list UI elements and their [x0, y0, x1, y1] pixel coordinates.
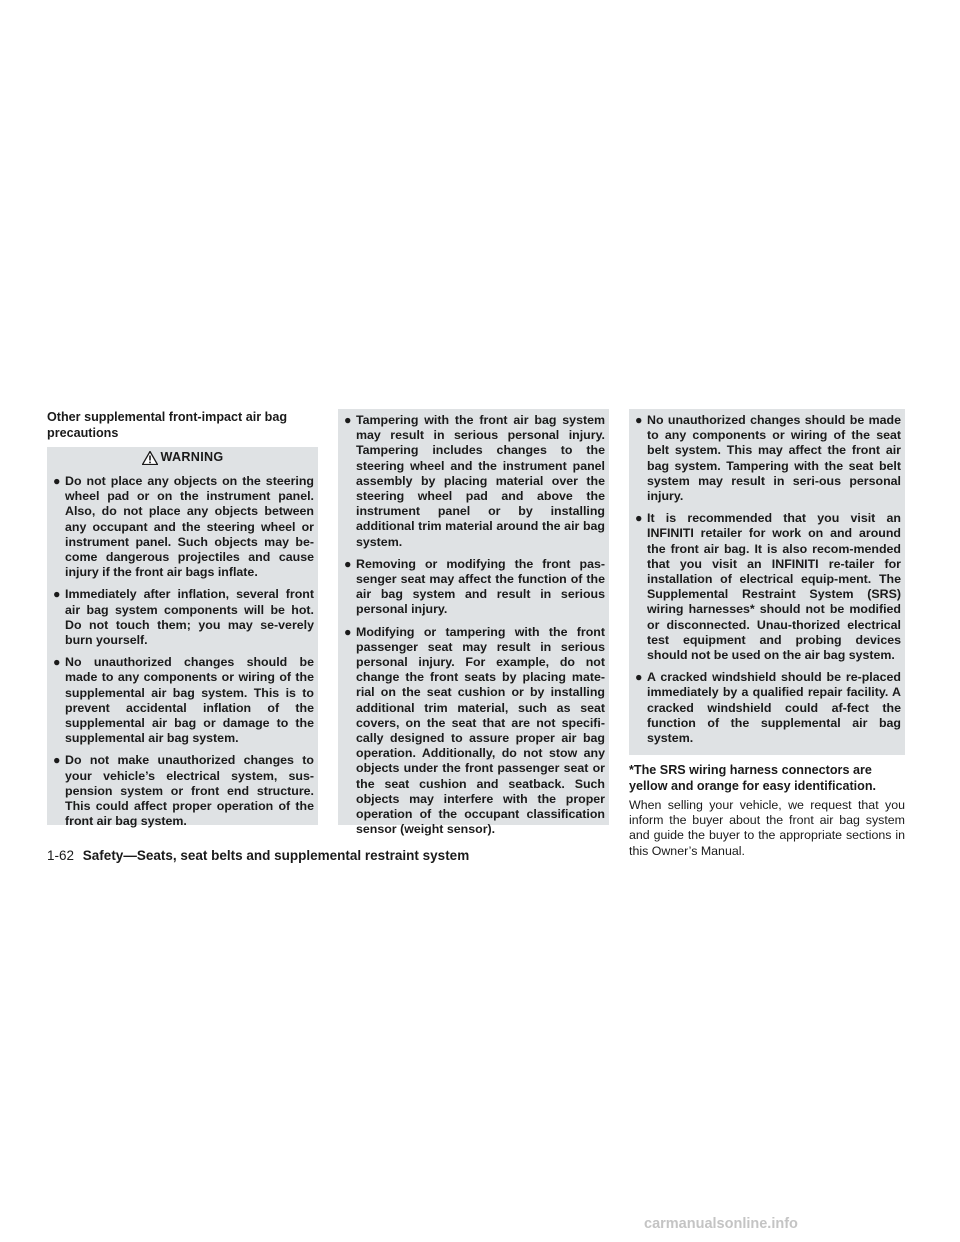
page-number: 1-62 [47, 848, 75, 863]
chapter-title: Safety—Seats, seat belts and supplemental restraint system [82, 848, 470, 863]
warning-item-text: Do not make unauthorized changes to your vehicle’s electrical system, sus-pension system or front end structure. This could affect proper operation of the front air bag system. [65, 753, 314, 829]
warning-item [53, 753, 314, 829]
warning-item [344, 557, 605, 618]
warning-item-text: Tampering with the front air bag system may result in serious personal injury. Tampering includes changes to the steering wheel and the instrument panel assembly by placing material over the steering wheel pad and above the instrument panel or by installing additional trim material around the air bag system. [356, 413, 605, 549]
section-title: Other supplemental front-impact air bag precautions [47, 410, 288, 440]
warning-item [635, 670, 901, 746]
warning-item-text: Modifying or tampering with the front passenger seat may result in serious personal injury. For example, do not change the front seats by placing mate-rial on the seat cushion or by installing additional trim material, such as seat covers, on the seat that are not specifi-cally designed to assure proper air bag operation. Additionally, do not stow any objects under the front passenger seat or the seat cushion and seatback. Such objects may interfere with the proper operation of the occupant classification sensor (weight sensor). [356, 624, 605, 837]
warning-item [53, 474, 314, 580]
bullet-icon: ● [53, 587, 61, 602]
bullet-icon: ● [53, 753, 61, 768]
body-paragraph: When selling your vehicle, we request that you inform the buyer about the front air bag system and guide the buyer to the appropriate sections in this Owner’s Manual. [629, 798, 905, 858]
warning-item [344, 413, 605, 550]
warning-header [47, 447, 318, 469]
warning-item [344, 625, 605, 838]
page-footer [47, 848, 469, 863]
warning-item-text: Immediately after inflation, several front air bag system components will be hot. Do not touch them; you may se-verely burn yourself. [65, 587, 314, 648]
warning-item [53, 655, 314, 746]
warning-item-text: Do not place any objects on the steering wheel pad or on the instrument panel. Also, do not place any objects between any occupant and the steering wheel or instrument panel. Such objects may be-come dangerous projectiles and cause injury if the front air bags inflate. [65, 474, 314, 580]
footnote: *The SRS wiring harness connectors are yellow and orange for easy identification. [629, 763, 877, 793]
bullet-icon: ● [53, 655, 61, 670]
warning-item-text: No unauthorized changes should be made to any components or wiring of the seat belt system. This may affect the front air bag system. Tampering with the seat belt system may result in seri-ous personal injury. [647, 413, 901, 504]
warning-item [635, 413, 901, 504]
warning-item [53, 587, 314, 648]
warning-box-continued [629, 409, 905, 755]
warning-item-text: It is recommended that you visit an INFINITI retailer for work on and around the front air bag. It is also recom-mended that you visit an INFINITI re-tailer for installation of electrical equip-ment. The Supplemental Restraint System (SRS) wiring harnesses* should not be modified or disconnected. Unau-thorized electrical test equipment and probing devices should not be used on the air bag system. [647, 511, 901, 663]
warning-item-text: No unauthorized changes should be made to any components or wiring of the supplemental air bag system. This is to prevent accidental inflation of the supplemental air bag or damage to the supplemental air bag system. [65, 655, 314, 746]
bullet-icon: ● [344, 413, 352, 427]
bullet-icon: ● [344, 624, 352, 639]
watermark: carmanualsonline.info [644, 1216, 798, 1232]
bullet-icon: ● [635, 670, 643, 685]
bullet-icon: ● [53, 474, 61, 488]
bullet-icon: ● [635, 511, 643, 526]
warning-box-continued [338, 409, 609, 837]
bullet-icon: ● [635, 413, 643, 427]
warning-item-text: A cracked windshield should be re-placed immediately by a qualified repair facility. A cracked windshield could af-fect the function of the supplemental air bag system. [647, 670, 901, 746]
warning-box [47, 447, 318, 829]
warning-item [635, 511, 901, 663]
warning-icon [142, 451, 158, 465]
warning-label: WARNING [160, 450, 224, 465]
bullet-icon: ● [344, 556, 352, 571]
warning-item-text: Removing or modifying the front pas-senger seat may affect the function of the air bag system and result in serious personal injury. [356, 556, 605, 617]
